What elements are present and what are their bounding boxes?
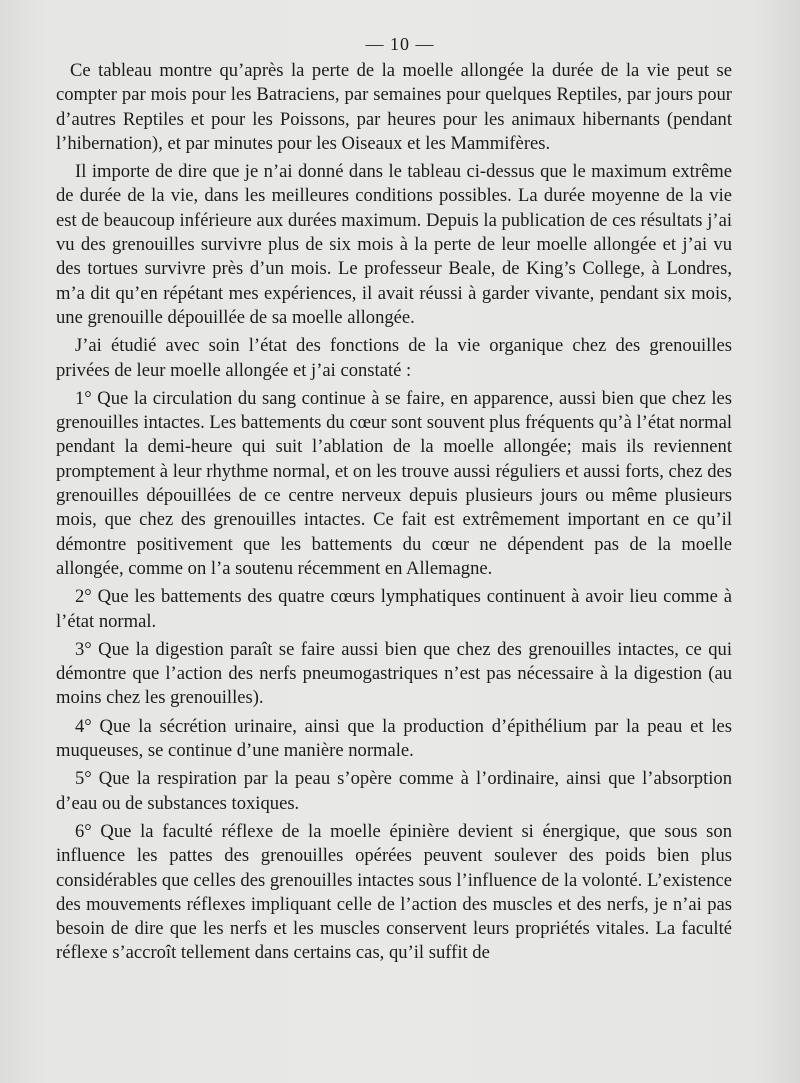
page-number: — 10 — xyxy=(365,34,435,54)
paragraph-point-1-circulation: 1° Que la circulation du sang continue à se faire, en apparence, aussi bien que chez les grenouilles intactes. Les battements du cœur sont souvent plus fréquents qu’à l’état normal pendant la demi-heure qui suit l’ablation de la moelle allongée; mais ils reviennent promptement à leur rhythme normal, et on les trouve aussi réguliers et aussi forts, chez des grenouilles dépouillées de ce centre nerveux depuis plusieurs jours ou même plusieurs mois, que chez des grenouilles intactes. Ce fait est extrêmement important en ce qu’il démontre positivement que les battements du cœur ne dépendent pas de la moelle allongée, comme on l’a soutenu récemment en Allemagne. xyxy=(56,387,732,579)
paragraph-point-2-lymph-hearts: 2° Que les battements des quatre cœurs lymphatiques continuent à avoir lieu comme à l’état normal. xyxy=(56,586,732,632)
paragraph-organic-functions: J’ai étudié avec soin l’état des fonctions de la vie organique chez des grenouilles privées de leur moelle allongée et j’ai constaté : xyxy=(56,335,732,381)
paragraph-point-5-respiration: 5° Que la respiration par la peau s’opère comme à l’ordinaire, ainsi que l’absorption d’eau ou de substances toxiques. xyxy=(56,768,732,814)
paragraph-maximum-duration: Il importe de dire que je n’ai donné dans le tableau ci-dessus que le maximum extrême de durée de la vie, dans les meilleures conditions possibles. La durée moyenne de la vie est de beaucoup inférieure aux durées maximum. Depuis la publication de ces résultats j’ai vu des grenouilles survivre plus de six mois à la perte de leur moelle allongée et j’ai vu des tortues survivre près d’un mois. Le professeur Beale, de King’s College, à Londres, m’a dit qu’en répétant mes expériences, il avait réussi à garder vivante, pendant six mois, une grenouille dépouillée de sa moelle allongée. xyxy=(56,161,732,328)
body-text xyxy=(56,59,732,970)
paragraph-point-4-secretion: 4° Que la sécrétion urinaire, ainsi que la production d’épithélium par la peau et les muqueuses, se continue d’une manière normale. xyxy=(56,715,732,762)
paragraph-point-3-digestion: 3° Que la digestion paraît se faire aussi bien que chez des grenouilles intactes, ce qui démontre que l’action des nerfs pneumogastriques n’est pas nécessaire à la digestion (au moins chez les grenouilles). xyxy=(56,638,732,709)
paragraph-table-summary: Ce tableau montre qu’après la perte de la moelle allongée la durée de la vie peut se compter par mois pour les Batraciens, par semaines pour quelques Reptiles, par jours pour d’autres Reptiles et pour les Poissons, par heures pour les animaux hibernants (pendant l’hibernation), et par minutes pour les Oiseaux et les Mammifères. xyxy=(56,60,732,154)
paragraph-point-6-reflex: 6° Que la faculté réflexe de la moelle épinière devient si énergique, que sous son influence les pattes des grenouilles opérées peuvent soulever des poids bien plus considérables que celles des grenouilles intactes sous l’influence de la volonté. L’existence des mouvements réflexes impliquant celle de l’action des muscles et des nerfs, je n’ai pas besoin de dire que les nerfs et les muscles conservent leurs propriétés vitales. La faculté réflexe s’accroît tellement dans certains cas, qu’il suffit de xyxy=(56,820,732,964)
